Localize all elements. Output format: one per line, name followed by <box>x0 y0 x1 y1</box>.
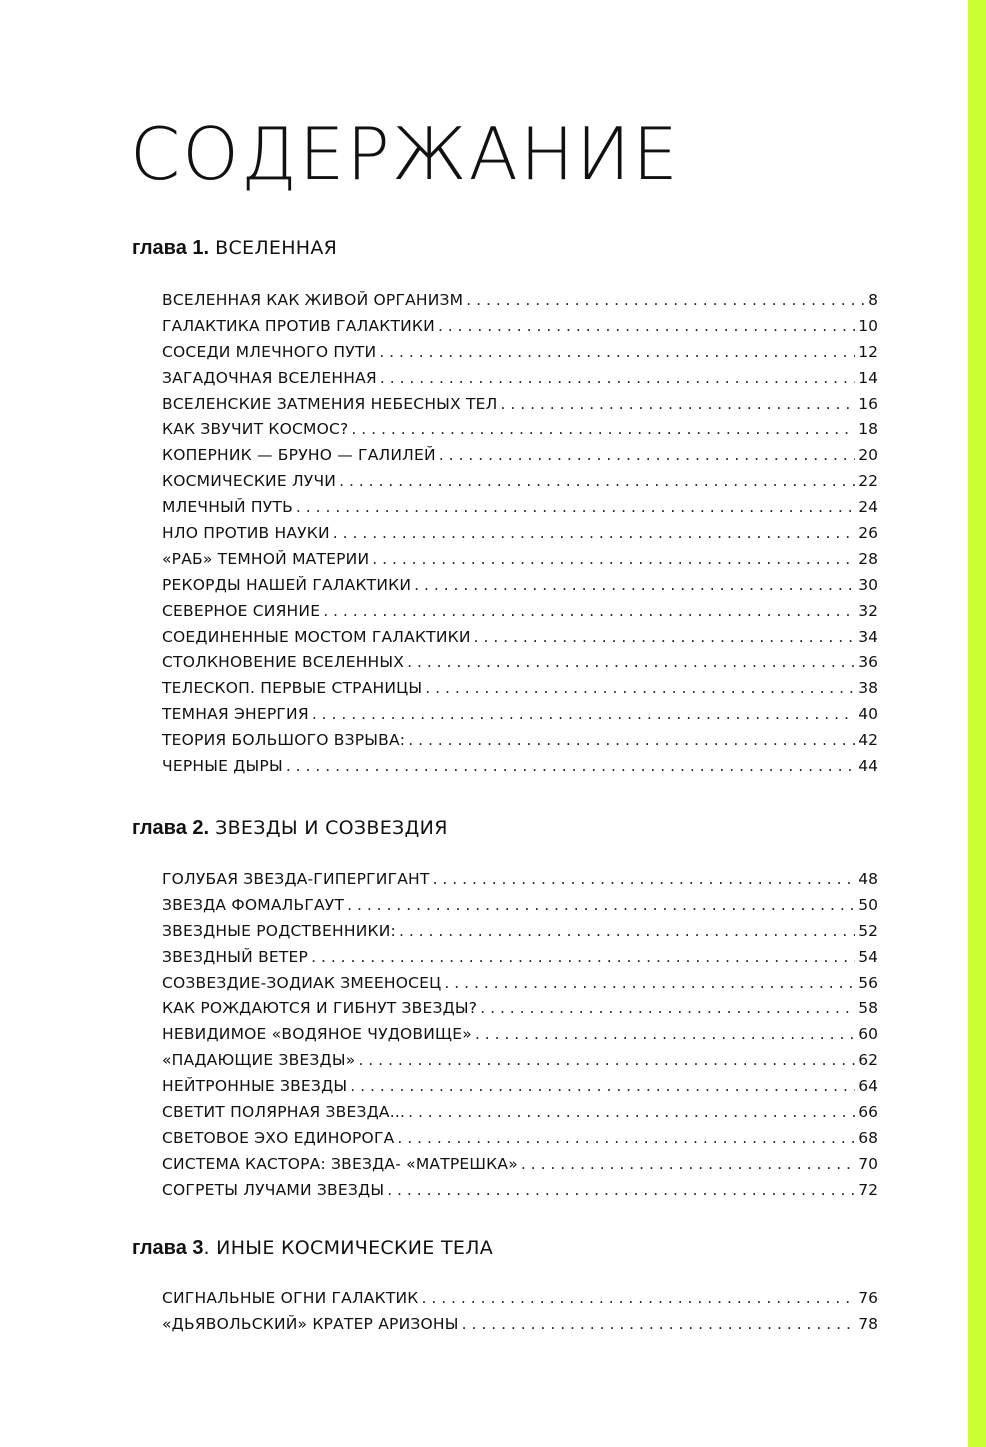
toc-entry-title: «ПАДАЮЩИЕ ЗВЕЗДЫ» <box>162 1051 356 1070</box>
toc-entry-title: ТЕОРИЯ БОЛЬШОГО ВЗРЫВА: <box>162 731 406 750</box>
toc-entry-page-number: 18 <box>858 420 878 439</box>
toc-entry-page-number: 24 <box>858 498 878 517</box>
toc-entry-page-number: 28 <box>858 549 878 568</box>
toc-entry <box>162 1025 878 1051</box>
toc-entry-page-number: 52 <box>858 921 878 940</box>
toc-entry <box>162 446 878 472</box>
dot-leader <box>466 291 865 309</box>
toc-entry-title: ТЕЛЕСКОП. ПЕРВЫЕ СТРАНИЦЫ <box>162 679 423 698</box>
toc-entry <box>162 550 878 576</box>
toc-entry-title: ГОЛУБАЯ ЗВЕЗДА-ГИПЕРГИГАНТ <box>162 870 430 888</box>
dot-leader <box>311 948 855 966</box>
toc-entry-page-number: 42 <box>858 731 878 750</box>
toc-entry-title: ЧЕРНЫЕ ДЫРЫ <box>162 757 283 776</box>
toc-entry <box>162 1315 878 1341</box>
toc-entry <box>162 922 878 948</box>
dot-leader <box>414 576 855 594</box>
chapter-name: . ИНЫЕ КОСМИЧЕСКИЕ ТЕЛА <box>203 1237 494 1259</box>
chapter-label: глава 1. <box>132 237 210 259</box>
toc-entry-page-number: 50 <box>858 895 878 914</box>
dot-leader <box>501 395 856 413</box>
dot-leader <box>379 343 855 361</box>
chapter-heading-2 <box>132 818 448 838</box>
toc-entry-page-number: 60 <box>858 1025 878 1044</box>
toc-entry <box>162 948 878 974</box>
toc-entry-page-number: 20 <box>858 446 878 465</box>
toc-entry-title: КАК ЗВУЧИТ КОСМОС? <box>162 420 349 439</box>
toc-entry-title: ТЕМНАЯ ЭНЕРГИЯ <box>162 705 309 724</box>
toc-entry-page-number: 66 <box>858 1103 878 1122</box>
toc-entry <box>162 705 878 731</box>
dot-leader <box>358 1051 855 1069</box>
toc-entry-title: КОПЕРНИК — БРУНО — ГАЛИЛЕЙ <box>162 446 436 465</box>
toc-entry-title: МЛЕЧНЫЙ ПУТЬ <box>162 498 293 517</box>
toc-entry-page-number: 26 <box>858 524 878 543</box>
toc-entry-page-number: 14 <box>858 368 878 387</box>
dot-leader <box>462 1315 856 1333</box>
toc-entry <box>162 576 878 602</box>
toc-entry-title: ЗАГАДОЧНАЯ ВСЕЛЕННАЯ <box>162 368 377 387</box>
dot-leader <box>399 922 855 940</box>
toc-entry <box>162 679 878 705</box>
toc-entry <box>162 420 878 446</box>
dot-leader <box>372 550 855 568</box>
toc-entry-title: «РАБ» ТЕМНОЙ МАТЕРИИ <box>162 549 370 568</box>
toc-entry <box>162 757 878 783</box>
toc-entry-title: СТОЛКНОВЕНИЕ ВСЕЛЕННЫХ <box>162 653 405 672</box>
dot-leader <box>407 653 855 671</box>
dot-leader <box>350 1077 855 1095</box>
page-title: СОДЕРЖАНИЕ <box>130 112 680 196</box>
toc-entry-page-number: 36 <box>858 653 878 672</box>
toc-entry-title: СОЕДИНЕННЫЕ МОСТОМ ГАЛАКТИКИ <box>162 627 471 646</box>
dot-leader <box>333 524 855 542</box>
toc-list-chapter-1 <box>162 291 878 783</box>
dot-leader <box>339 472 855 490</box>
toc-entry <box>162 395 878 421</box>
dot-leader <box>474 628 856 646</box>
toc-entry-title: ГАЛАКТИКА ПРОТИВ ГАЛАКТИКИ <box>162 316 435 335</box>
toc-entry <box>162 498 878 524</box>
toc-entry <box>162 628 878 654</box>
toc-entry-page-number: 12 <box>858 342 878 361</box>
dot-leader <box>397 1129 855 1147</box>
chapter-label: глава 3 <box>132 1237 204 1259</box>
toc-entry-title: РЕКОРДЫ НАШЕЙ ГАЛАКТИКИ <box>162 575 412 594</box>
dot-leader <box>286 757 855 775</box>
toc-entry-page-number: 30 <box>858 575 878 594</box>
toc-entry-page-number: 34 <box>858 627 878 646</box>
toc-entry-page-number: 32 <box>858 601 878 620</box>
toc-entry-page-number: 70 <box>858 1154 878 1173</box>
toc-entry-title: ЗВЕЗДА ФОМАЛЬГАУТ <box>162 895 345 914</box>
toc-entry-page-number: 22 <box>858 472 878 491</box>
dot-leader <box>323 602 855 620</box>
toc-entry <box>162 602 878 628</box>
accent-side-bar <box>968 0 986 1447</box>
dot-leader <box>312 705 855 723</box>
dot-leader <box>521 1155 855 1173</box>
toc-list-chapter-3 <box>162 1289 878 1341</box>
toc-entry-title: СИСТЕМА КАСТОРА: ЗВЕЗДА- «МАТРЕШКА» <box>162 1154 518 1173</box>
toc-entry-page-number: 48 <box>858 870 878 888</box>
toc-entry <box>162 317 878 343</box>
toc-entry-title: «ДЬЯВОЛЬСКИЙ» КРАТЕР АРИЗОНЫ <box>162 1314 459 1333</box>
chapter-name: ЗВЕЗДЫ И СОЗВЕЗДИЯ <box>215 817 448 839</box>
toc-entry-page-number: 54 <box>858 947 878 966</box>
toc-entry-title: СОЗВЕЗДИЕ-ЗОДИАК ЗМЕЕНОСЕЦ <box>162 973 442 992</box>
chapter-heading-1 <box>132 238 337 258</box>
toc-entry-page-number: 40 <box>858 705 878 724</box>
dot-leader <box>351 420 855 438</box>
toc-entry-title: ЗВЕЗДНЫЙ ВЕТЕР <box>162 947 309 966</box>
dot-leader <box>408 1103 855 1121</box>
toc-entry-title: НЕВИДИМОЕ «ВОДЯНОЕ ЧУДОВИЩЕ» <box>162 1025 472 1044</box>
toc-entry <box>162 524 878 550</box>
toc-entry-page-number: 16 <box>858 394 878 413</box>
toc-entry-title: НЛО ПРОТИВ НАУКИ <box>162 524 330 543</box>
toc-entry <box>162 999 878 1025</box>
toc-entry <box>162 343 878 369</box>
dot-leader <box>347 896 855 914</box>
toc-entry <box>162 731 878 757</box>
toc-entry <box>162 1155 878 1181</box>
toc-entry-title: КОСМИЧЕСКИЕ ЛУЧИ <box>162 472 337 491</box>
toc-entry <box>162 369 878 395</box>
dot-leader <box>439 446 855 464</box>
toc-entry <box>162 291 878 317</box>
toc-entry-title: СЕВЕРНОЕ СИЯНИЕ <box>162 601 321 620</box>
toc-entry-page-number: 64 <box>858 1077 878 1096</box>
toc-entry <box>162 1077 878 1103</box>
toc-entry-title: НЕЙТРОННЫЕ ЗВЕЗДЫ <box>162 1077 348 1096</box>
toc-entry-title: КАК РОЖДАЮТСЯ И ГИБНУТ ЗВЕЗДЫ? <box>162 999 478 1018</box>
toc-entry-page-number: 58 <box>858 999 878 1018</box>
dot-leader <box>380 369 855 387</box>
toc-entry-page-number: 8 <box>868 291 878 309</box>
dot-leader <box>387 1181 855 1199</box>
dot-leader <box>422 1289 856 1307</box>
chapter-label: глава 2. <box>132 817 210 839</box>
toc-entry-page-number: 62 <box>858 1051 878 1070</box>
toc-entry-title: ВСЕЛЕНСКИЕ ЗАТМЕНИЯ НЕБЕСНЫХ ТЕЛ <box>162 394 498 413</box>
toc-entry-page-number: 10 <box>858 316 878 335</box>
toc-entry <box>162 1181 878 1207</box>
dot-leader <box>444 974 855 992</box>
toc-entry-title: ЗВЕЗДНЫЕ РОДСТВЕННИКИ: <box>162 921 396 940</box>
dot-leader <box>408 731 855 749</box>
toc-entry-page-number: 38 <box>858 679 878 698</box>
toc-entry <box>162 974 878 1000</box>
toc-entry <box>162 472 878 498</box>
toc-entry-page-number: 72 <box>858 1180 878 1199</box>
toc-entry <box>162 1051 878 1077</box>
toc-entry <box>162 870 878 896</box>
toc-entry-title: СИГНАЛЬНЫЕ ОГНИ ГАЛАКТИК <box>162 1289 419 1307</box>
toc-list-chapter-2 <box>162 870 878 1207</box>
dot-leader <box>433 870 856 888</box>
dot-leader <box>475 1025 855 1043</box>
toc-entry-title: ВСЕЛЕННАЯ КАК ЖИВОЙ ОРГАНИЗМ <box>162 291 464 309</box>
dot-leader <box>425 679 855 697</box>
toc-entry-title: СОСЕДИ МЛЕЧНОГО ПУТИ <box>162 342 377 361</box>
toc-entry-page-number: 56 <box>858 973 878 992</box>
toc-entry <box>162 653 878 679</box>
toc-entry <box>162 1289 878 1315</box>
toc-entry-title: СОГРЕТЫ ЛУЧАМИ ЗВЕЗДЫ <box>162 1180 385 1199</box>
toc-entry-page-number: 68 <box>858 1128 878 1147</box>
dot-leader <box>480 999 855 1017</box>
toc-entry-page-number: 44 <box>858 757 878 776</box>
toc-entry-page-number: 76 <box>858 1289 878 1307</box>
toc-entry <box>162 896 878 922</box>
dot-leader <box>296 498 855 516</box>
toc-entry-title: СВЕТОВОЕ ЭХО ЕДИНОРОГА <box>162 1128 395 1147</box>
toc-entry <box>162 1103 878 1129</box>
dot-leader <box>438 317 855 335</box>
toc-entry <box>162 1129 878 1155</box>
chapter-heading-3 <box>132 1238 493 1258</box>
chapter-name: ВСЕЛЕННАЯ <box>215 237 338 259</box>
toc-entry-page-number: 78 <box>858 1314 878 1333</box>
toc-entry-title: СВЕТИТ ПОЛЯРНАЯ ЗВЕЗДА... <box>162 1103 406 1122</box>
